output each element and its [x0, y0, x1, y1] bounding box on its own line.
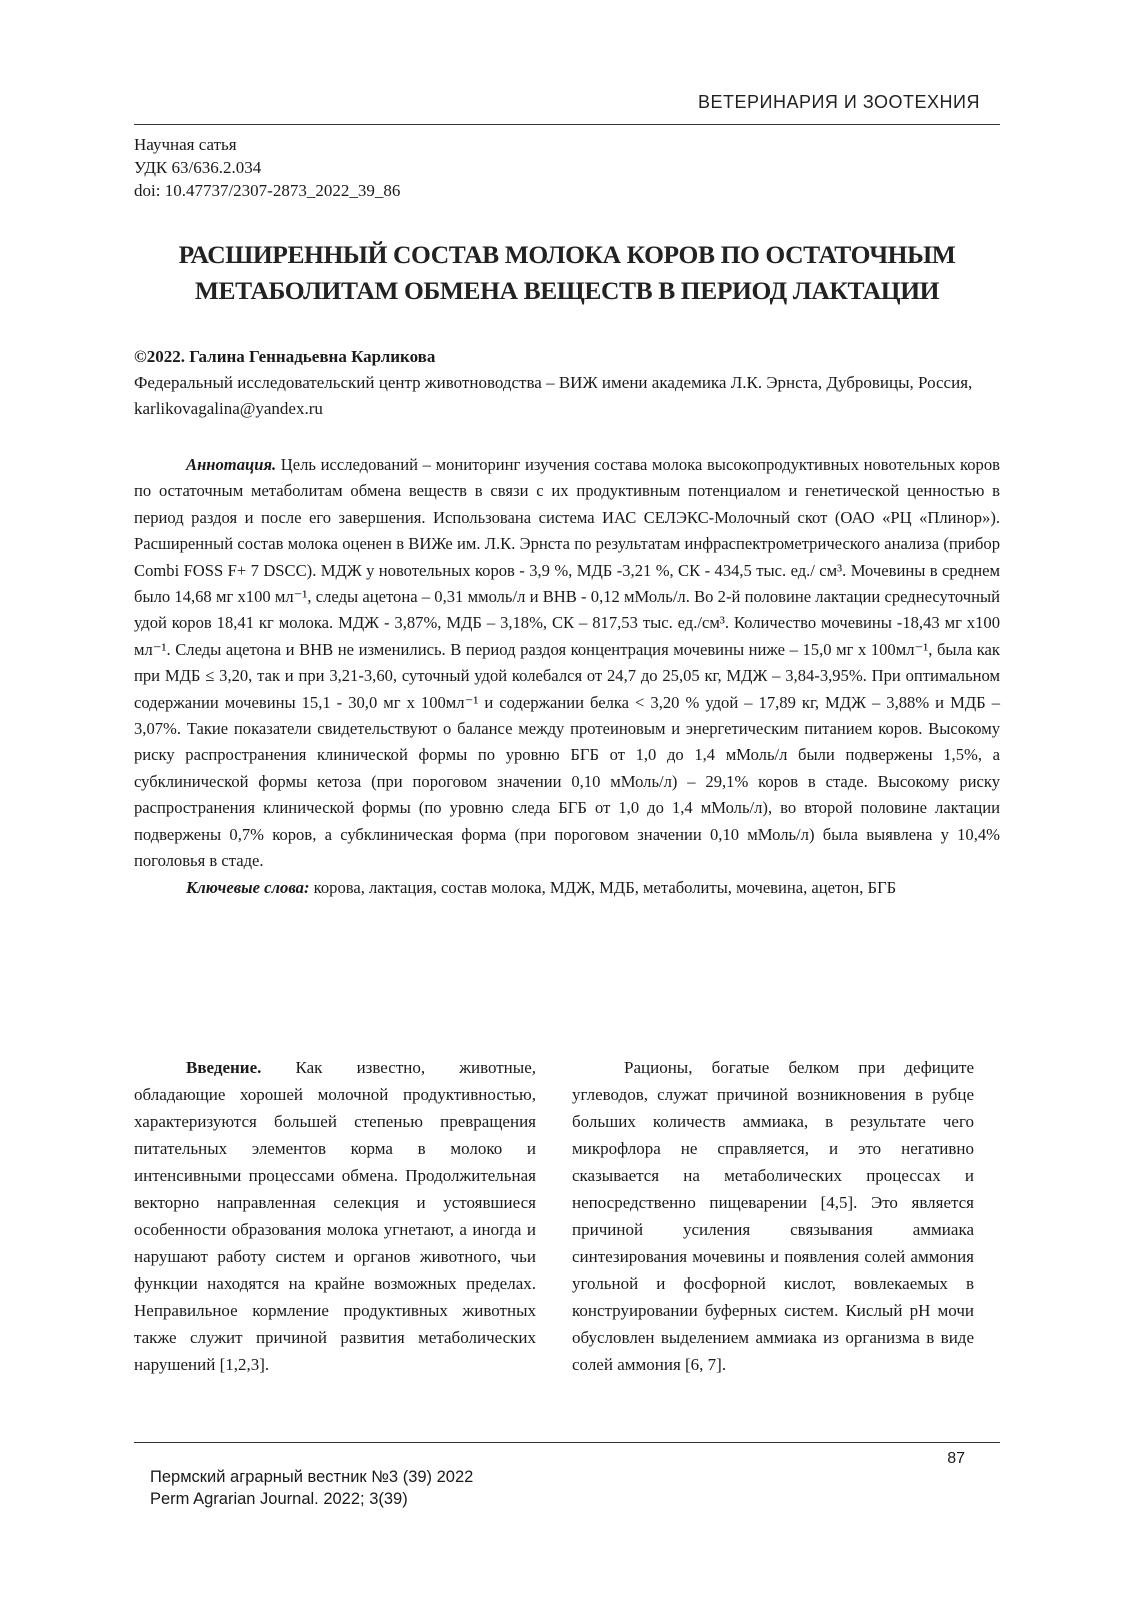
introduction-paragraph: [134, 1054, 536, 1378]
author-affiliation: Федеральный исследовательский центр животноводства – ВИЖ имени академика Л.К. Эрнста, Дубровицы, Россия, karlikovagalina@yandex.ru: [134, 373, 973, 418]
introduction-text: Как известно, животные, обладающие хорошей молочной продуктивностью, характеризуются большей степенью превращения питательных элементов корма в молоко и интенсивными процессами обмена. Продолжительная векторно направленная селекция и устоявшиеся особенности образования молока угнетают, а иногда и нарушают работу систем и органов животного, чьи функции находятся на крайне возможных пределах. Неправильное кормление продуктивных животных также служит причиной развития метаболических нарушений [1,2,3].: [134, 1058, 537, 1374]
body-paragraph: Рационы, богатые белком при дефиците углеводов, служат причиной возникновения в рубце больших количеств аммиака, в результате чего микрофлора не справляется, и это негативно сказывается на метаболических процессах и непосредственно пищеварении [4,5]. Это является причиной усиления связывания аммиака синтезирования мочевины и появления солей аммония угольной и фосфорной кислот, вовлекаемых в конструировании буферных систем. Кислый pH мочи обусловлен выделением аммиака из организма в виде солей аммония [6, 7].: [572, 1058, 974, 1374]
footer-divider: [134, 1442, 1000, 1443]
header-divider: [134, 124, 1000, 125]
introduction-label: Введение.: [186, 1058, 262, 1077]
journal-name-ru: Пермский аграрный вестник №3 (39) 2022: [150, 1468, 474, 1486]
article-title: [134, 237, 1000, 309]
keywords-text: корова, лактация, состав молока, МДЖ, МДБ, метаболиты, мочевина, ацетон, БГБ: [313, 877, 897, 897]
body-column-right: [572, 1054, 974, 1378]
udk-code: УДК 63/636.2.034: [134, 158, 262, 177]
keywords-paragraph: [134, 875, 1000, 901]
abstract-paragraph: [134, 452, 1000, 875]
body-column-left: [134, 1054, 536, 1378]
journal-name-en: Perm Agrarian Journal. 2022; 3(39): [150, 1490, 408, 1508]
article-title-line-2: МЕТАБОЛИТАМ ОБМЕНА ВЕЩЕСТВ В ПЕРИОД ЛАКТАЦИИ: [194, 276, 940, 305]
journal-footer: [150, 1466, 473, 1510]
page-number: 87: [947, 1450, 965, 1467]
abstract-label: Аннотация.: [186, 455, 277, 474]
article-title-line-1: РАСШИРЕННЫЙ СОСТАВ МОЛОКА КОРОВ ПО ОСТАТОЧНЫМ: [178, 240, 956, 269]
abstract-text: Цель исследований – мониторинг изучения состава молока высокопродуктивных новотельных коров по остаточным метаболитам обмена веществ в связи с их продуктивным потенциалом и генетической ценностью в период раздоя и после его завершения. Использована система ИАС СЕЛЭКС-Молочный скот (ОАО «РЦ «Плинор»). Расширенный состав молока оценен в ВИЖе им. Л.К. Эрнста по результатам инфраспектрометрического анализа (прибор Combi FOSS F+ 7 DSCC). МДЖ у новотельных коров - 3,9 %, МДБ -3,21 %, СК - 434,5 тыс. ед./ см³. Мочевины в среднем было 14,68 мг х100 мл⁻¹, следы ацетона – 0,31 ммоль/л и ВНВ - 0,12 мМоль/л. Во 2-й половине лактации среднесуточный удой коров 18,41 кг молока. МДЖ - 3,87%, МДБ – 3,18%, СК – 817,53 тыс. ед./см³. Количество мочевины -18,43 мг х100 мл⁻¹. Следы ацетона и ВНВ не изменились. В период раздоя концентрация мочевины ниже – 15,0 мг х 100мл⁻¹, была как при МДБ ≤ 3,20, так и при 3,21-3,60, суточный удой колебался от 24,7 до 25,05 кг, МДЖ – 3,84-3,95%. При оптимальном содержании мочевины 15,1 - 30,0 мг х 100мл⁻¹ и содержании белка < 3,20 % удой – 17,89 кг, МДЖ – 3,88% и МДБ – 3,07%. Такие показатели свидетельствуют о балансе между протеиновым и энергетическим питанием коров. Высокому риску распространения клинической формы по уровню БГБ от 1,0 до 1,4 мМоль/л были подвержены 1,5%, а субклинической формы кетоза (при пороговом значении 0,10 мМоль/л) – 29,1% коров в стаде. Высокому риску распространения клинической формы (по уровню следа БГБ от 1,0 до 1,4 мМоль/л), во второй половине лактации подвержены 0,7% коров, а субклиническая форма (при пороговом значении 0,10 мМоль/л) была выявлена у 10,4% поголовья в стаде.: [134, 455, 1000, 871]
author-name: ©2022. Галина Геннадьевна Карликова: [134, 347, 436, 366]
article-type: Научная сатья: [134, 135, 237, 154]
author-block: [134, 344, 1000, 422]
keywords-label: Ключевые слова:: [186, 877, 310, 897]
abstract: [134, 452, 1000, 901]
doi: doi: 10.47737/2307-2873_2022_39_86: [134, 181, 401, 200]
journal-section-title: ВЕТЕРИНАРИЯ И ЗООТЕХНИЯ: [698, 92, 980, 112]
article-meta: [134, 133, 400, 202]
